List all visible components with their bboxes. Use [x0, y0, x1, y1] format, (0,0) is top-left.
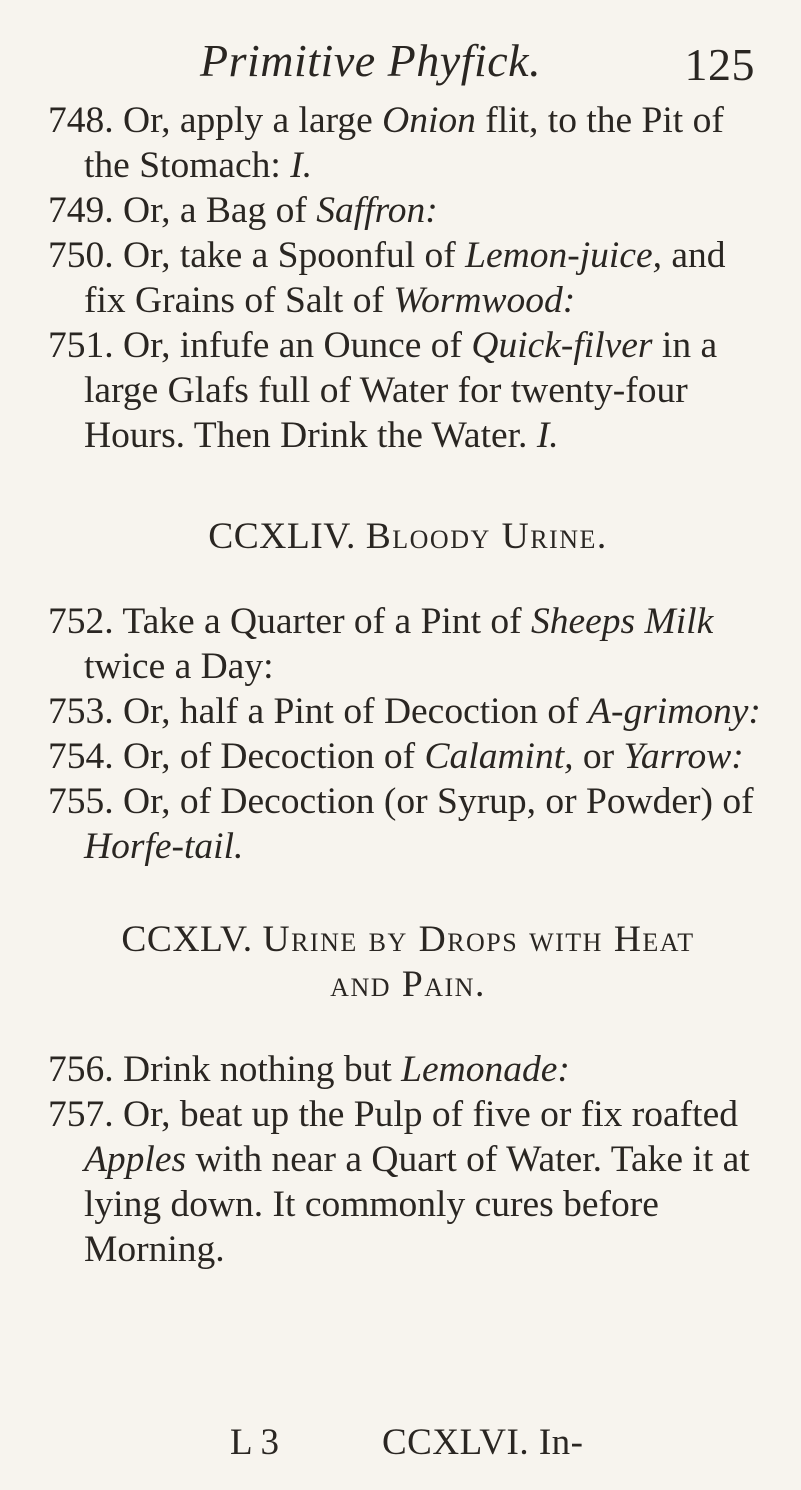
section-heading-urine-by-drops: CCXLV. Urine by Drops with Heat and Pain. [121, 919, 695, 1005]
entry-number: 750. [48, 235, 114, 276]
entry-number: 752. [48, 601, 114, 642]
entry-number: 751. [48, 325, 114, 366]
running-title: Primitive Phyfick. [200, 35, 542, 86]
catchword: CCXLVI. In- [382, 1422, 584, 1463]
remedy-entry-754: 754. Or, of Decoction of Calamint, or Yarrow: [48, 736, 744, 777]
remedy-entry-752: 752. Take a Quarter of a Pint of Sheeps Milk twice a Day: [48, 601, 714, 687]
entry-number: 755. [48, 781, 114, 822]
signature-mark: L 3 [230, 1422, 279, 1463]
remedy-entry-748: 748. Or, apply a large Onion flit, to the Pit of the Stomach: I. [48, 100, 724, 186]
page-number: 125 [684, 39, 755, 90]
entry-number: 754. [48, 736, 114, 777]
entry-number: 748. [48, 100, 114, 141]
remedy-entry-757: 757. Or, beat up the Pulp of five or fix roafted Apples with near a Quart of Water. Take it at lying down. It commonly cures before Morning. [48, 1094, 750, 1270]
remedy-entry-751: 751. Or, infufe an Ounce of Quick-filver in a large Glafs full of Water for twenty-four Hours. Then Drink the Water. I. [48, 325, 718, 456]
section-heading-bloody-urine: CCXLIV. Bloody Urine. [208, 516, 608, 557]
page-body [48, 98, 768, 1272]
remedy-entry-756: 756. Drink nothing but Lemonade: [48, 1049, 570, 1090]
entry-number: 749. [48, 190, 114, 231]
running-header [200, 34, 761, 94]
entry-number: 756. [48, 1049, 114, 1090]
remedy-entry-753: 753. Or, half a Pint of Decoction of A-grimony: [48, 691, 761, 732]
remedy-entry-750: 750. Or, take a Spoonful of Lemon-juice, and fix Grains of Salt of Wormwood: [48, 235, 726, 321]
remedy-entry-755: 755. Or, of Decoction (or Syrup, or Powder) of Horfe-tail. [48, 781, 754, 867]
entry-number: 753. [48, 691, 114, 732]
entry-number: 757. [48, 1094, 114, 1135]
remedy-entry-749: 749. Or, a Bag of Saffron: [48, 190, 438, 231]
